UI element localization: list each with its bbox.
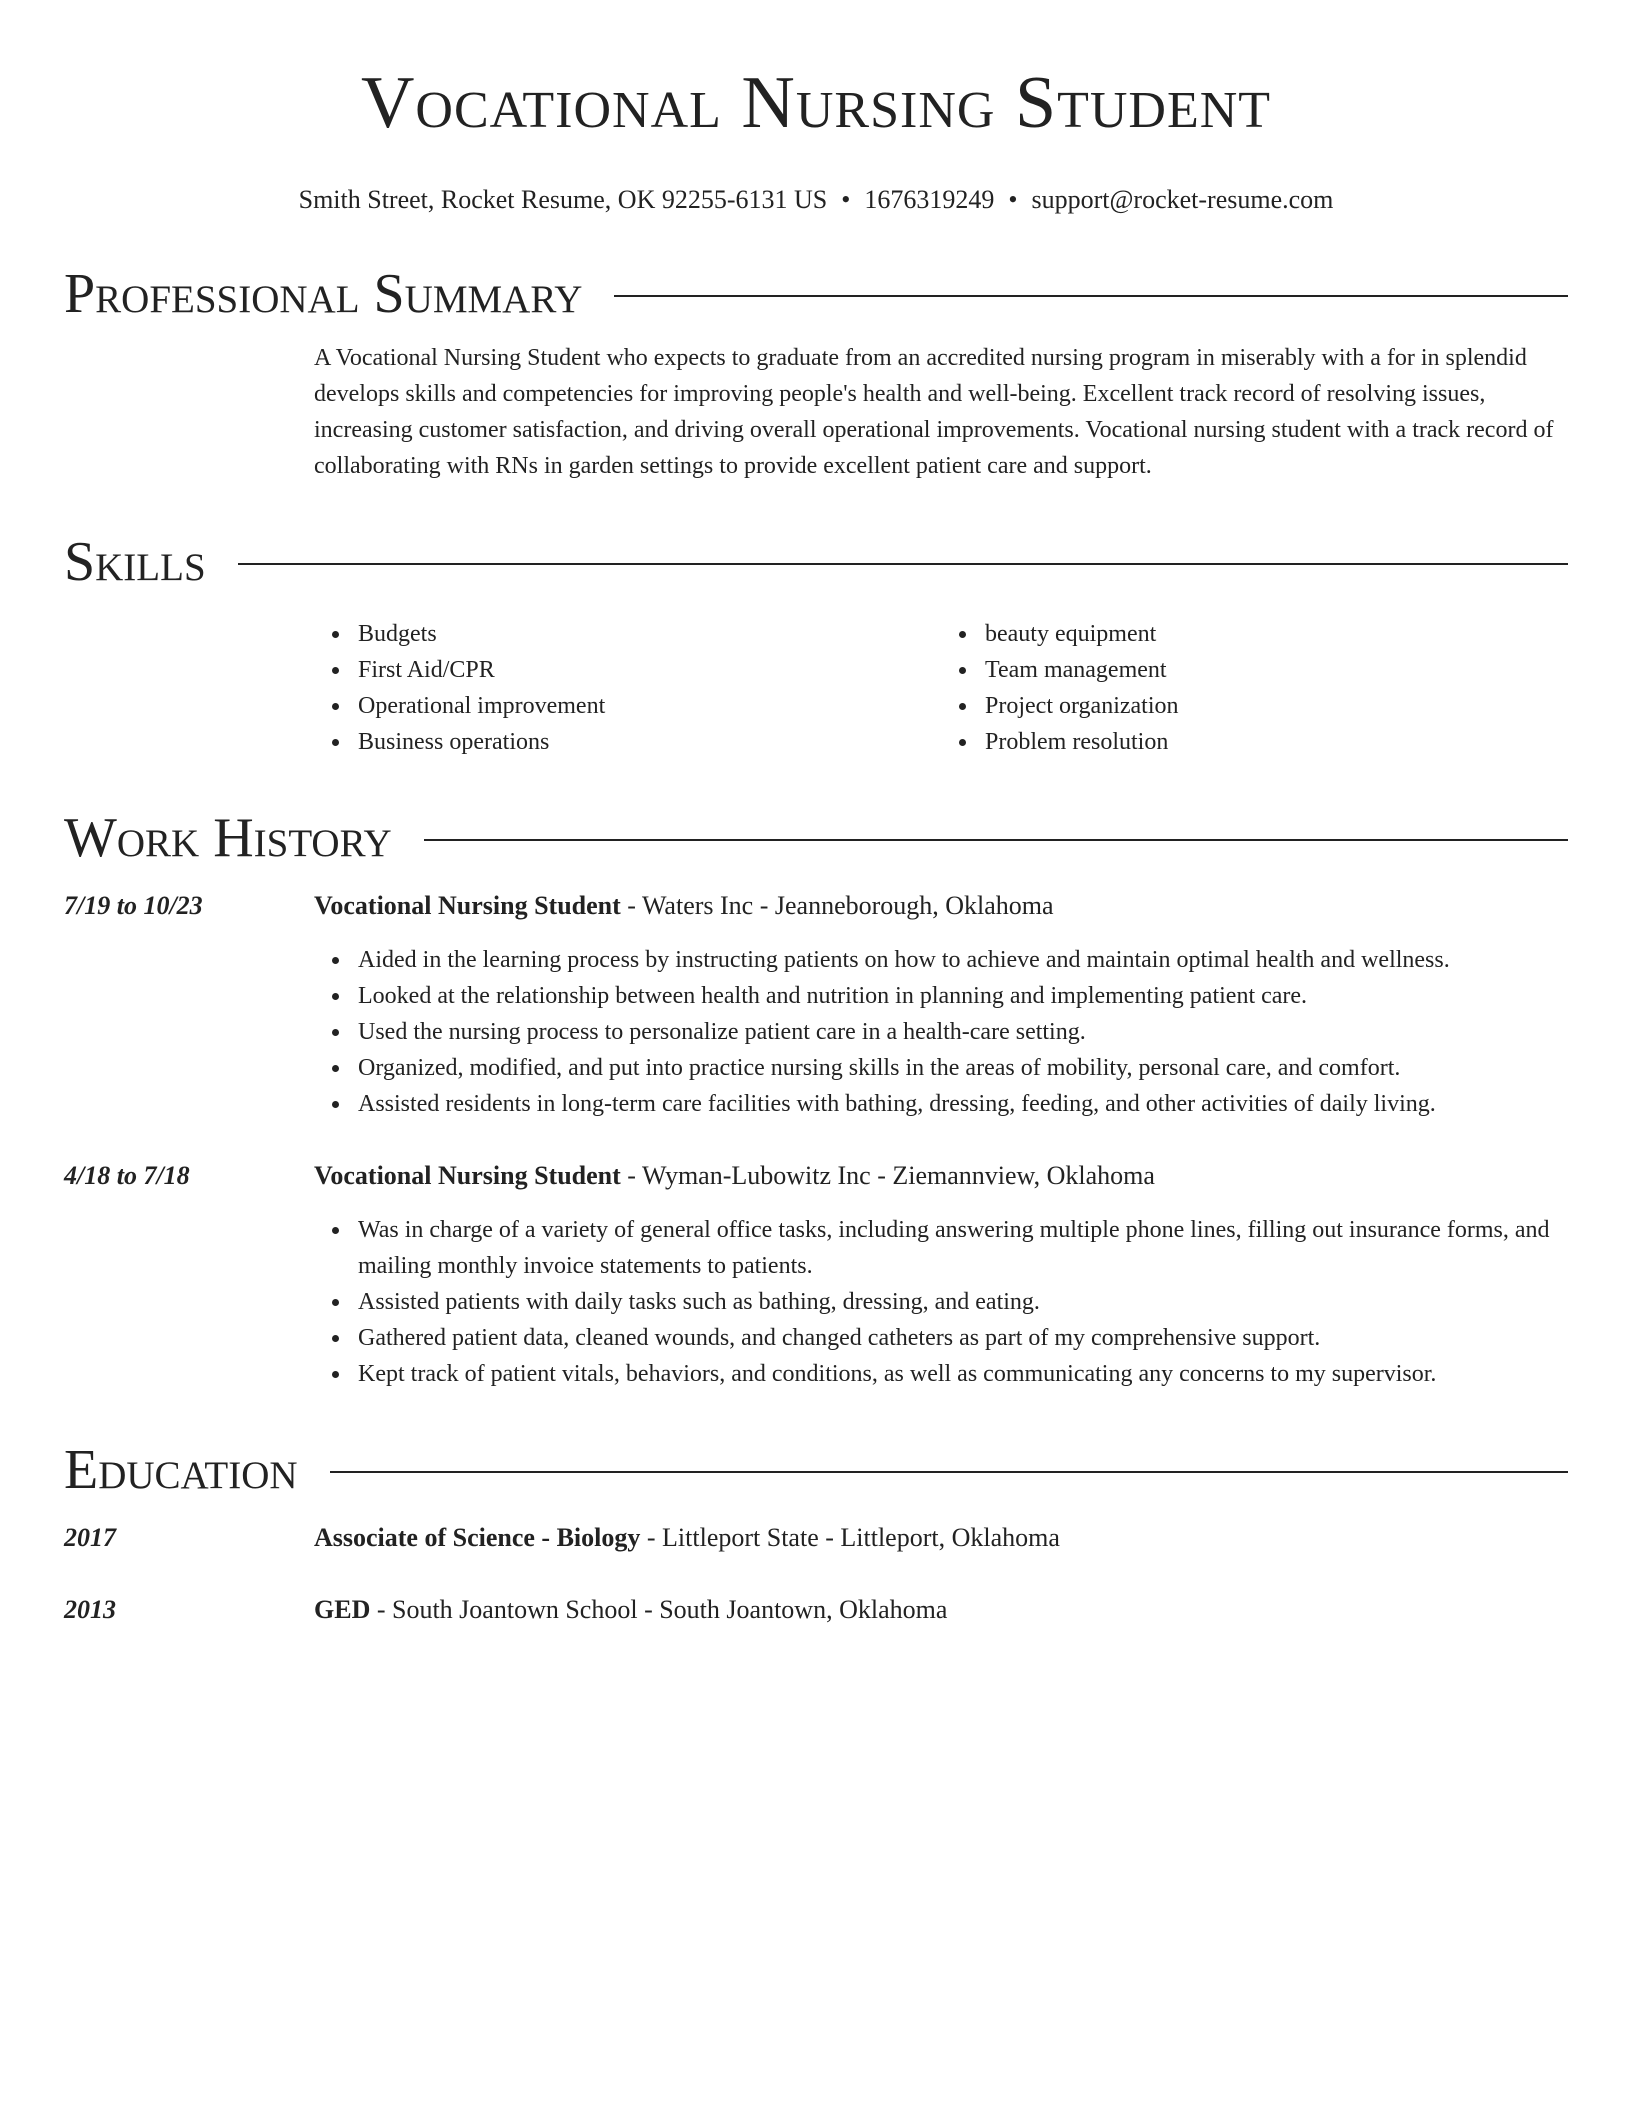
resume-name: Vocational Nursing Student [360,62,1272,144]
contact-phone: 1676319249 [864,185,995,214]
skill-item: Budgets [358,616,941,652]
job-details [314,888,1568,1122]
job-entry [64,1158,1568,1392]
skills-list [314,616,1568,760]
job-bullet: Organized, modified, and put into practice nursing skills in the areas of mobility, personal care, and comfort. [358,1050,1568,1086]
work-section-header [64,806,1568,870]
contact-address: Smith Street, Rocket Resume, OK 92255-6131 US [298,185,828,214]
job-heading [314,1158,1568,1194]
education-degree: Associate of Science - Biology [314,1523,641,1552]
skill-item: Problem resolution [985,724,1568,760]
skill-item: Project organization [985,688,1568,724]
education-entry [64,1520,1568,1556]
education-section-title: Education [64,1439,298,1501]
job-bullet: Used the nursing process to personalize patient care in a health-care setting. [358,1014,1568,1050]
education-year: 2017 [64,1523,116,1552]
contact-separator: • [841,185,851,214]
skills-column-right [941,616,1568,760]
contact-separator: • [1008,185,1018,214]
job-title: Vocational Nursing Student [314,1161,621,1190]
job-bullet: Assisted residents in long-term care facilities with bathing, dressing, feeding, and other activities of daily living. [358,1086,1568,1122]
job-bullets [314,1212,1568,1392]
job-entry [64,888,1568,1122]
education-school: - Littleport State - Littleport, Oklahoma [640,1523,1060,1552]
job-bullet: Gathered patient data, cleaned wounds, and changed catheters as part of my comprehensive support. [358,1320,1568,1356]
job-dates: 7/19 to 10/23 [64,891,203,920]
job-bullet: Assisted patients with daily tasks such as bathing, dressing, and eating. [358,1284,1568,1320]
job-dates: 4/18 to 7/18 [64,1161,190,1190]
job-bullet: Looked at the relationship between health and nutrition in planning and implementing patient care. [358,978,1568,1014]
job-title: Vocational Nursing Student [314,891,621,920]
education-year: 2013 [64,1595,116,1624]
job-heading [314,888,1568,924]
section-divider [238,563,1568,565]
section-divider [330,1471,1568,1473]
job-bullet: Kept track of patient vitals, behaviors, and conditions, as well as communicating any concerns to my supervisor. [358,1356,1568,1392]
work-section-title: Work History [64,807,392,869]
summary-section-title: Professional Summary [64,263,583,325]
education-school: - South Joantown School - South Joantown, Oklahoma [370,1595,948,1624]
skill-item: Operational improvement [358,688,941,724]
section-divider [424,839,1568,841]
job-bullet: Aided in the learning process by instructing patients on how to achieve and maintain optimal health and wellness. [358,942,1568,978]
summary-text: A Vocational Nursing Student who expects to graduate from an accredited nursing program in miserably with a for in splendid develops skills and competencies for improving people's health and well-being. Excellent track record of resolving issues, increasing customer satisfaction, and driving overall operational improvements. Vocational nursing student with a track record of collaborating with RNs in garden settings to provide excellent patient care and support. [314,345,1554,479]
job-bullet: Was in charge of a variety of general office tasks, including answering multiple phone lines, filling out insurance forms, and mailing monthly invoice statements to patients. [358,1212,1568,1284]
job-employer: - Waters Inc - Jeanneborough, Oklahoma [620,891,1054,920]
section-divider [614,295,1568,297]
contact-email: support@rocket-resume.com [1031,185,1334,214]
job-bullets [314,942,1568,1122]
skill-item: beauty equipment [985,616,1568,652]
skill-item: Business operations [358,724,941,760]
job-details [314,1158,1568,1392]
skills-column-left [314,616,941,760]
job-employer: - Wyman-Lubowitz Inc - Ziemannview, Oklahoma [620,1161,1155,1190]
contact-line [64,184,1568,216]
skill-item: Team management [985,652,1568,688]
education-details [314,1520,1568,1556]
education-details [314,1592,1568,1628]
education-degree: GED [314,1595,371,1624]
education-entry [64,1592,1568,1628]
summary-section-header [64,262,1568,326]
skill-item: First Aid/CPR [358,652,941,688]
skills-section-title: Skills [64,531,206,593]
education-section-header [64,1438,1568,1502]
skills-section-header [64,530,1568,594]
